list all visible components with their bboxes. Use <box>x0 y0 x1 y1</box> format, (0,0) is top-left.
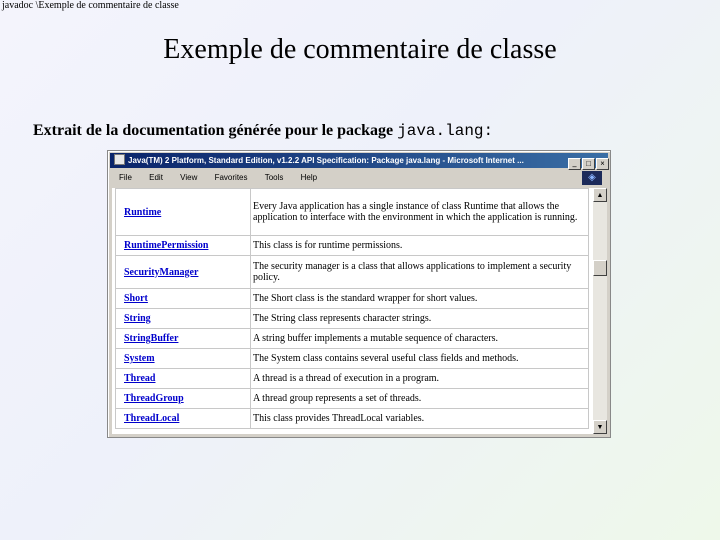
class-description: The System class contains several useful class fields and methods. <box>251 349 589 369</box>
breadcrumb: javadoc \Exemple de commentaire de classe <box>2 0 179 11</box>
class-description: This class is for runtime permissions. <box>251 236 589 256</box>
scroll-thumb[interactable] <box>593 260 607 276</box>
window-title: Java(TM) 2 Platform, Standard Edition, v1.2.2 API Specification: Package java.lang - Microsoft Internet ... <box>128 156 524 165</box>
table-row <box>116 256 589 289</box>
class-link-securitymanager[interactable]: SecurityManager <box>116 256 251 289</box>
table-row <box>116 189 589 236</box>
menu-edit[interactable]: Edit <box>149 173 163 182</box>
table-row <box>116 409 589 429</box>
scroll-down-icon[interactable]: ▼ <box>593 420 607 434</box>
class-description: This class provides ThreadLocal variables. <box>251 409 589 429</box>
subtitle-text: Extrait de la documentation générée pour le package <box>33 122 398 139</box>
menu-help[interactable]: Help <box>300 173 318 182</box>
class-link-runtime[interactable]: Runtime <box>116 189 251 236</box>
menu-tools[interactable]: Tools <box>264 173 284 182</box>
table-row <box>116 289 589 309</box>
minimize-icon[interactable]: _ <box>568 158 581 170</box>
class-description: Every Java application has a single instance of class Runtime that allows the application to interface with the environment in which the application is running. <box>251 189 589 236</box>
windows-logo-icon: ◈ <box>582 171 602 185</box>
table-row <box>116 369 589 389</box>
class-link-short[interactable]: Short <box>116 289 251 309</box>
vertical-scrollbar[interactable] <box>593 188 607 434</box>
class-description: The Short class is the standard wrapper for short values. <box>251 289 589 309</box>
table-row <box>116 329 589 349</box>
class-link-threadlocal[interactable]: ThreadLocal <box>116 409 251 429</box>
menu-favorites[interactable]: Favorites <box>214 173 248 182</box>
browser-window <box>107 150 611 438</box>
maximize-icon[interactable]: □ <box>582 158 595 170</box>
class-description: A string buffer implements a mutable sequence of characters. <box>251 329 589 349</box>
page-title: Exemple de commentaire de classe <box>163 34 557 65</box>
class-link-string[interactable]: String <box>116 309 251 329</box>
class-link-thread[interactable]: Thread <box>116 369 251 389</box>
scroll-up-icon[interactable]: ▲ <box>593 188 607 202</box>
table-row <box>116 389 589 409</box>
class-description: The security manager is a class that allows applications to implement a security policy. <box>251 256 589 289</box>
class-link-runtimepermission[interactable]: RuntimePermission <box>116 236 251 256</box>
table-row <box>116 309 589 329</box>
subtitle-code: java.lang: <box>397 122 494 140</box>
close-icon[interactable]: × <box>596 158 609 170</box>
class-description: The String class represents character strings. <box>251 309 589 329</box>
class-description: A thread group represents a set of threads. <box>251 389 589 409</box>
menu-file[interactable]: File <box>119 173 132 182</box>
table-row <box>116 236 589 256</box>
menu-view[interactable]: View <box>180 173 198 182</box>
class-link-stringbuffer[interactable]: StringBuffer <box>116 329 251 349</box>
window-titlebar[interactable] <box>110 153 608 168</box>
page-content <box>112 188 593 434</box>
subtitle <box>33 122 493 140</box>
class-link-threadgroup[interactable]: ThreadGroup <box>116 389 251 409</box>
class-link-system[interactable]: System <box>116 349 251 369</box>
ie-page-icon <box>114 154 125 165</box>
class-description: A thread is a thread of execution in a program. <box>251 369 589 389</box>
class-summary-table <box>115 188 589 429</box>
menu-bar <box>110 169 608 187</box>
table-row <box>116 349 589 369</box>
